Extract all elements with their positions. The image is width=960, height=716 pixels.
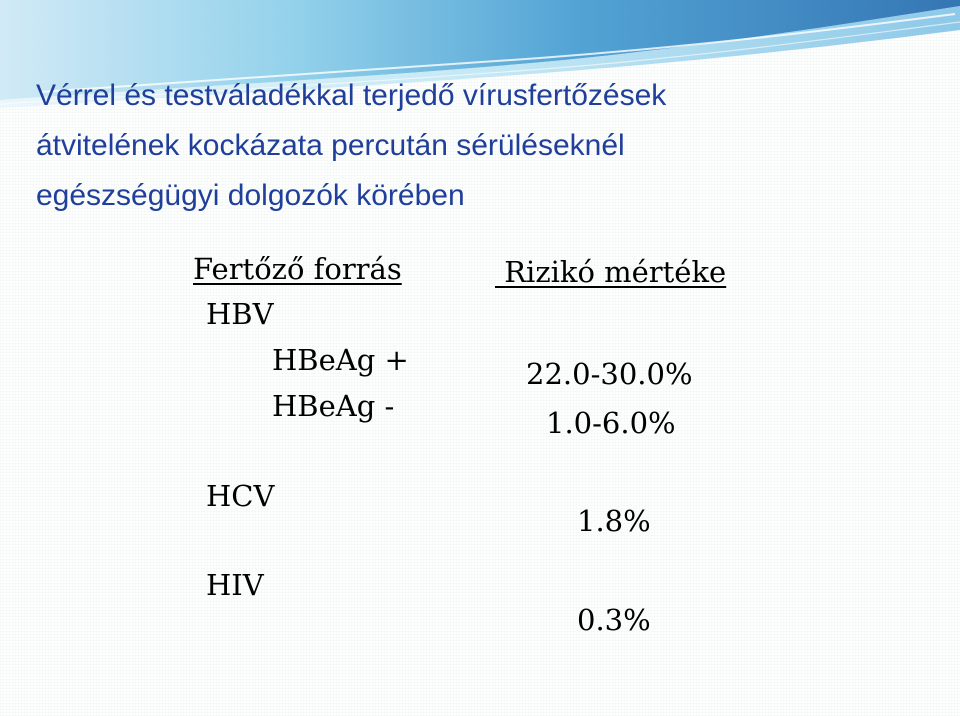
row-label-hbeag-negative: HBeAg - (272, 389, 395, 423)
row-label-hiv: HIV (206, 568, 264, 602)
title-line-2: átvitelének kockázata percután sérüléseknél (36, 129, 625, 162)
risk-value-hcv: 1.8% (577, 504, 651, 538)
risk-value-hbeag-positive: 22.0-30.0% (526, 357, 693, 391)
column-header-source: Fertőző forrás (193, 252, 402, 286)
title-line-1: Vérrel és testváladékkal terjedő vírusfertőzések (36, 79, 667, 112)
row-label-hbeag-positive: HBeAg + (272, 343, 409, 377)
slide-title (36, 71, 916, 221)
risk-value-hiv: 0.3% (577, 603, 651, 637)
row-label-hbv: HBV (206, 297, 274, 331)
title-line-3: egészségügyi dolgozók körében (36, 179, 465, 212)
row-label-hcv: HCV (206, 479, 275, 513)
risk-value-hbeag-negative: 1.0-6.0% (546, 406, 676, 440)
column-header-risk: Rizikó mértéke (495, 255, 727, 289)
